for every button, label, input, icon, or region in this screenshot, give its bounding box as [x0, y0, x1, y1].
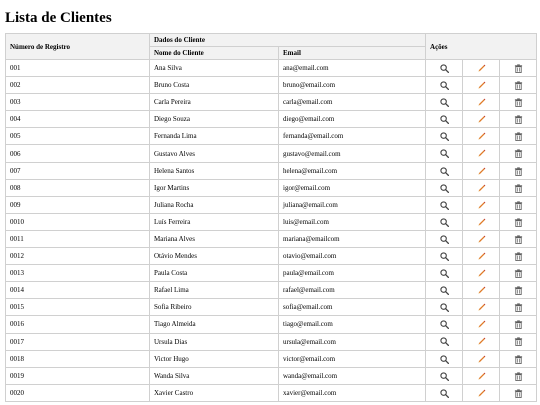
cell-action-delete	[500, 196, 537, 213]
page-title: Lista de Clientes	[5, 10, 112, 26]
cell-action-delete	[500, 248, 537, 265]
pencil-icon[interactable]	[477, 337, 486, 346]
cell-registro: 0011	[6, 230, 150, 247]
cell-registro: 007	[6, 162, 150, 179]
table-row	[6, 111, 537, 128]
cell-action-view	[426, 367, 463, 384]
cell-action-edit	[463, 60, 500, 77]
magnifier-icon[interactable]	[440, 132, 449, 141]
cell-action-view	[426, 94, 463, 111]
table-row	[6, 316, 537, 333]
cell-registro: 009	[6, 196, 150, 213]
pencil-icon[interactable]	[477, 115, 486, 124]
cell-action-edit	[463, 350, 500, 367]
magnifier-icon[interactable]	[440, 286, 449, 295]
pencil-icon[interactable]	[477, 201, 486, 210]
cell-registro: 0012	[6, 248, 150, 265]
cell-registro: 005	[6, 128, 150, 145]
cell-nome: Carla Pereira	[150, 94, 279, 111]
pencil-icon[interactable]	[477, 98, 486, 107]
cell-email: carla@email.com	[279, 94, 426, 111]
pencil-icon[interactable]	[477, 167, 486, 176]
pencil-icon[interactable]	[477, 355, 486, 364]
table-row	[6, 299, 537, 316]
cell-email: fernanda@email.com	[279, 128, 426, 145]
magnifier-icon[interactable]	[440, 201, 449, 210]
cell-action-delete	[500, 60, 537, 77]
cell-action-delete	[500, 94, 537, 111]
cell-action-view	[426, 248, 463, 265]
cell-email: wanda@email.com	[279, 367, 426, 384]
cell-email: ana@email.com	[279, 60, 426, 77]
pencil-icon[interactable]	[477, 303, 486, 312]
magnifier-icon[interactable]	[440, 184, 449, 193]
magnifier-icon[interactable]	[440, 320, 449, 329]
cell-action-edit	[463, 162, 500, 179]
magnifier-icon[interactable]	[440, 303, 449, 312]
cell-action-view	[426, 230, 463, 247]
magnifier-icon[interactable]	[440, 235, 449, 244]
magnifier-icon[interactable]	[440, 115, 449, 124]
cell-email: bruno@email.com	[279, 77, 426, 94]
cell-registro: 003	[6, 94, 150, 111]
cell-email: tiago@email.com	[279, 316, 426, 333]
cell-nome: Diego Souza	[150, 111, 279, 128]
table-row	[6, 265, 537, 282]
cell-email: ursula@email.com	[279, 333, 426, 350]
cell-nome: Luís Ferreira	[150, 213, 279, 230]
table-row	[6, 282, 537, 299]
magnifier-icon[interactable]	[440, 269, 449, 278]
pencil-icon[interactable]	[477, 218, 486, 227]
trash-icon[interactable]	[514, 372, 523, 381]
cell-registro: 006	[6, 145, 150, 162]
cell-registro: 0017	[6, 333, 150, 350]
cell-action-edit	[463, 333, 500, 350]
pencil-icon[interactable]	[477, 64, 486, 73]
cell-registro: 0018	[6, 350, 150, 367]
trash-icon[interactable]	[514, 286, 523, 295]
cell-action-delete	[500, 128, 537, 145]
trash-icon[interactable]	[514, 115, 523, 124]
cell-action-edit	[463, 111, 500, 128]
cell-email: juliana@email.com	[279, 196, 426, 213]
table-body	[6, 60, 537, 402]
table-row	[6, 333, 537, 350]
table-row	[6, 145, 537, 162]
header-nome: Nome do Cliente	[150, 47, 279, 60]
trash-icon[interactable]	[514, 98, 523, 107]
cell-action-edit	[463, 316, 500, 333]
table-row	[6, 213, 537, 230]
cell-action-edit	[463, 248, 500, 265]
cell-action-edit	[463, 230, 500, 247]
cell-nome: Juliana Rocha	[150, 196, 279, 213]
cell-action-edit	[463, 77, 500, 94]
cell-action-edit	[463, 196, 500, 213]
table-row	[6, 60, 537, 77]
cell-action-edit	[463, 128, 500, 145]
cell-nome: Tiago Almeida	[150, 316, 279, 333]
cell-email: paula@email.com	[279, 265, 426, 282]
header-acoes: Ações	[426, 34, 537, 60]
table-row	[6, 384, 537, 401]
trash-icon[interactable]	[514, 252, 523, 261]
cell-registro: 001	[6, 60, 150, 77]
cell-action-view	[426, 145, 463, 162]
cell-action-edit	[463, 213, 500, 230]
cell-action-edit	[463, 282, 500, 299]
cell-action-edit	[463, 145, 500, 162]
cell-action-edit	[463, 367, 500, 384]
cell-action-edit	[463, 94, 500, 111]
pencil-icon[interactable]	[477, 372, 486, 381]
table-row	[6, 230, 537, 247]
magnifier-icon[interactable]	[440, 64, 449, 73]
trash-icon[interactable]	[514, 355, 523, 364]
cell-action-delete	[500, 145, 537, 162]
cell-action-delete	[500, 316, 537, 333]
pencil-icon[interactable]	[477, 286, 486, 295]
cell-nome: Otávio Mendes	[150, 248, 279, 265]
cell-nome: Bruno Costa	[150, 77, 279, 94]
trash-icon[interactable]	[514, 201, 523, 210]
cell-action-delete	[500, 179, 537, 196]
cell-nome: Ana Silva	[150, 60, 279, 77]
trash-icon[interactable]	[514, 389, 523, 398]
cell-nome: Fernanda Lima	[150, 128, 279, 145]
header-dados-cliente: Dados do Cliente	[150, 34, 426, 47]
header-email: Email	[279, 47, 426, 60]
cell-action-edit	[463, 299, 500, 316]
magnifier-icon[interactable]	[440, 372, 449, 381]
cell-email: gustavo@email.com	[279, 145, 426, 162]
cell-action-delete	[500, 350, 537, 367]
cell-nome: Victor Hugo	[150, 350, 279, 367]
cell-action-view	[426, 196, 463, 213]
cell-registro: 0015	[6, 299, 150, 316]
trash-icon[interactable]	[514, 269, 523, 278]
table-row	[6, 248, 537, 265]
magnifier-icon[interactable]	[440, 355, 449, 364]
trash-icon[interactable]	[514, 303, 523, 312]
cell-action-delete	[500, 77, 537, 94]
cell-action-view	[426, 77, 463, 94]
pencil-icon[interactable]	[477, 132, 486, 141]
cell-registro: 0019	[6, 367, 150, 384]
table-row	[6, 196, 537, 213]
cell-action-edit	[463, 384, 500, 401]
cell-registro: 002	[6, 77, 150, 94]
cell-nome: Wanda Silva	[150, 367, 279, 384]
cell-email: victor@email.com	[279, 350, 426, 367]
trash-icon[interactable]	[514, 149, 523, 158]
cell-action-delete	[500, 162, 537, 179]
pencil-icon[interactable]	[477, 149, 486, 158]
pencil-icon[interactable]	[477, 252, 486, 261]
trash-icon[interactable]	[514, 64, 523, 73]
cell-action-delete	[500, 265, 537, 282]
cell-nome: Rafael Lima	[150, 282, 279, 299]
cell-email: diego@email.com	[279, 111, 426, 128]
cell-registro: 004	[6, 111, 150, 128]
table-row	[6, 128, 537, 145]
pencil-icon[interactable]	[477, 235, 486, 244]
magnifier-icon[interactable]	[440, 218, 449, 227]
cell-action-view	[426, 60, 463, 77]
cell-nome: Xavier Castro	[150, 384, 279, 401]
table-row	[6, 77, 537, 94]
pencil-icon[interactable]	[477, 81, 486, 90]
trash-icon[interactable]	[514, 132, 523, 141]
trash-icon[interactable]	[514, 320, 523, 329]
cell-nome: Gustavo Alves	[150, 145, 279, 162]
cell-action-view	[426, 384, 463, 401]
cell-action-delete	[500, 282, 537, 299]
clients-table	[5, 33, 537, 402]
pencil-icon[interactable]	[477, 389, 486, 398]
cell-registro: 0013	[6, 265, 150, 282]
table-row	[6, 350, 537, 367]
cell-nome: Ursula Dias	[150, 333, 279, 350]
cell-nome: Mariana Alves	[150, 230, 279, 247]
cell-action-view	[426, 282, 463, 299]
trash-icon[interactable]	[514, 218, 523, 227]
magnifier-icon[interactable]	[440, 81, 449, 90]
cell-nome: Paula Costa	[150, 265, 279, 282]
cell-registro: 0016	[6, 316, 150, 333]
trash-icon[interactable]	[514, 167, 523, 176]
cell-action-view	[426, 265, 463, 282]
magnifier-icon[interactable]	[440, 98, 449, 107]
pencil-icon[interactable]	[477, 320, 486, 329]
table-row	[6, 367, 537, 384]
cell-email: luis@email.com	[279, 213, 426, 230]
cell-action-delete	[500, 213, 537, 230]
magnifier-icon[interactable]	[440, 389, 449, 398]
trash-icon[interactable]	[514, 184, 523, 193]
cell-registro: 0020	[6, 384, 150, 401]
table-row	[6, 94, 537, 111]
cell-registro: 0010	[6, 213, 150, 230]
cell-email: xavier@email.com	[279, 384, 426, 401]
pencil-icon[interactable]	[477, 184, 486, 193]
cell-action-delete	[500, 384, 537, 401]
cell-action-view	[426, 299, 463, 316]
cell-email: helena@email.com	[279, 162, 426, 179]
cell-action-view	[426, 162, 463, 179]
cell-email: igor@email.com	[279, 179, 426, 196]
cell-action-delete	[500, 333, 537, 350]
cell-action-view	[426, 350, 463, 367]
cell-action-view	[426, 111, 463, 128]
cell-email: mariana@emailcom	[279, 230, 426, 247]
cell-email: rafael@email.com	[279, 282, 426, 299]
trash-icon[interactable]	[514, 337, 523, 346]
magnifier-icon[interactable]	[440, 252, 449, 261]
cell-nome: Sofia Ribeiro	[150, 299, 279, 316]
trash-icon[interactable]	[514, 81, 523, 90]
cell-action-view	[426, 179, 463, 196]
cell-nome: Igor Martins	[150, 179, 279, 196]
cell-action-view	[426, 128, 463, 145]
pencil-icon[interactable]	[477, 269, 486, 278]
cell-email: sofia@email.com	[279, 299, 426, 316]
table-row	[6, 162, 537, 179]
cell-action-delete	[500, 367, 537, 384]
table-row	[6, 179, 537, 196]
magnifier-icon[interactable]	[440, 149, 449, 158]
cell-action-edit	[463, 265, 500, 282]
cell-action-edit	[463, 179, 500, 196]
cell-registro: 0014	[6, 282, 150, 299]
cell-action-delete	[500, 230, 537, 247]
cell-registro: 008	[6, 179, 150, 196]
table-header	[6, 34, 537, 60]
magnifier-icon[interactable]	[440, 167, 449, 176]
cell-action-view	[426, 213, 463, 230]
header-registro: Número de Registro	[6, 34, 150, 60]
cell-action-delete	[500, 111, 537, 128]
cell-action-view	[426, 316, 463, 333]
cell-email: otavio@email.com	[279, 248, 426, 265]
magnifier-icon[interactable]	[440, 337, 449, 346]
trash-icon[interactable]	[514, 235, 523, 244]
cell-action-delete	[500, 299, 537, 316]
cell-nome: Helena Santos	[150, 162, 279, 179]
cell-action-view	[426, 333, 463, 350]
